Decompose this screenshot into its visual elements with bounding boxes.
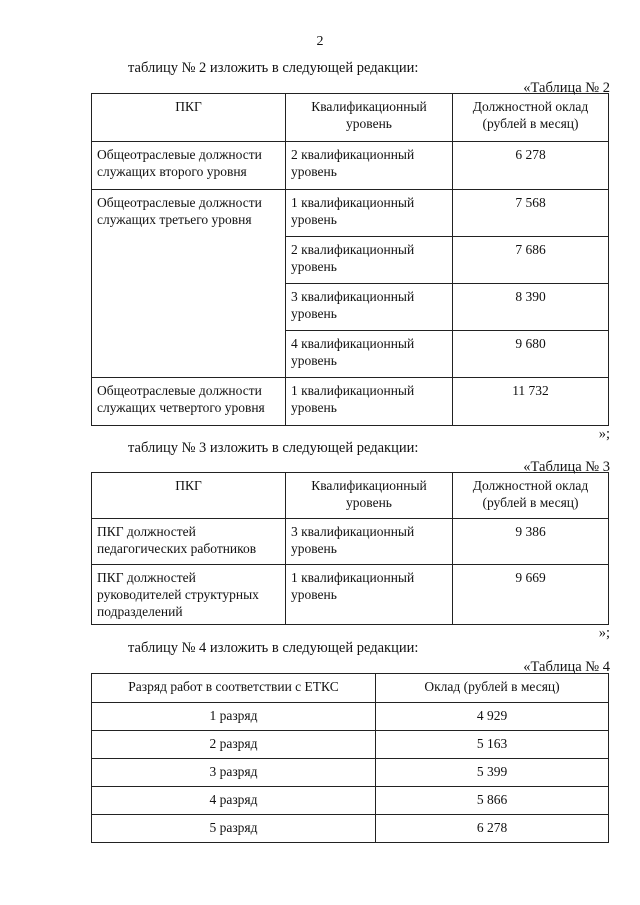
table-row	[92, 142, 609, 190]
table-2-caption: «Таблица № 2	[523, 80, 610, 96]
level-cell: 1 квалификационный уровень	[286, 565, 453, 625]
page-number: 2	[316, 34, 324, 49]
table-row	[92, 815, 609, 843]
table-2-header-row	[92, 94, 609, 142]
header-salary: Оклад (рублей в месяц)	[376, 674, 609, 703]
grade-cell: 3 разряд	[92, 759, 376, 787]
salary-cell: 9 669	[453, 565, 609, 625]
salary-cell: 7 568	[453, 190, 609, 237]
table-4-caption: «Таблица № 4	[523, 659, 610, 675]
table-2-closing: »;	[598, 426, 610, 442]
salary-cell: 7 686	[453, 237, 609, 284]
table-4	[91, 673, 609, 843]
level-cell: 4 квалификационный уровень	[286, 331, 453, 378]
level-cell: 1 квалификационный уровень	[286, 378, 453, 426]
header-salary: Должностной оклад (рублей в месяц)	[453, 94, 609, 142]
salary-cell: 5 866	[376, 787, 609, 815]
header-pkg: ПКГ	[92, 94, 286, 142]
table-row	[92, 759, 609, 787]
salary-cell: 9 680	[453, 331, 609, 378]
table-3-intro: таблицу № 3 изложить в следующей редакции:	[128, 440, 419, 456]
table-3-header-row	[92, 473, 609, 519]
pkg-cell: Общеотраслевые должности служащих второго уровня	[92, 142, 286, 190]
level-cell: 1 квалификационный уровень	[286, 190, 453, 237]
pkg-cell: ПКГ должностей педагогических работников	[92, 519, 286, 565]
table-row	[92, 378, 609, 426]
table-3-closing: »;	[598, 625, 610, 641]
salary-cell: 11 732	[453, 378, 609, 426]
grade-cell: 4 разряд	[92, 787, 376, 815]
grade-cell: 2 разряд	[92, 731, 376, 759]
pkg-cell: Общеотраслевые должности служащих третьего уровня	[92, 190, 286, 378]
table-4-header-row	[92, 674, 609, 703]
table-3-caption: «Таблица № 3	[523, 459, 610, 475]
table-row	[92, 731, 609, 759]
table-row	[92, 787, 609, 815]
table-row	[92, 519, 609, 565]
level-cell: 3 квалификационный уровень	[286, 284, 453, 331]
grade-cell: 5 разряд	[92, 815, 376, 843]
salary-cell: 8 390	[453, 284, 609, 331]
pkg-cell: Общеотраслевые должности служащих четвертого уровня	[92, 378, 286, 426]
header-level: Квалификационный уровень	[286, 473, 453, 519]
table-row	[92, 190, 609, 237]
table-2	[91, 93, 609, 426]
header-pkg: ПКГ	[92, 473, 286, 519]
table-4-intro: таблицу № 4 изложить в следующей редакции:	[128, 640, 419, 656]
grade-cell: 1 разряд	[92, 703, 376, 731]
header-level: Квалификационный уровень	[286, 94, 453, 142]
table-row	[92, 565, 609, 625]
salary-cell: 9 386	[453, 519, 609, 565]
salary-cell: 6 278	[453, 142, 609, 190]
salary-cell: 6 278	[376, 815, 609, 843]
level-cell: 3 квалификационный уровень	[286, 519, 453, 565]
salary-cell: 4 929	[376, 703, 609, 731]
level-cell: 2 квалификационный уровень	[286, 142, 453, 190]
salary-cell: 5 399	[376, 759, 609, 787]
header-grade: Разряд работ в соответствии с ЕТКС	[92, 674, 376, 703]
table-row	[92, 703, 609, 731]
salary-cell: 5 163	[376, 731, 609, 759]
level-cell: 2 квалификационный уровень	[286, 237, 453, 284]
header-salary: Должностной оклад (рублей в месяц)	[453, 473, 609, 519]
pkg-cell: ПКГ должностей руководителей структурных подразделений	[92, 565, 286, 625]
table-3	[91, 472, 609, 625]
table-2-intro: таблицу № 2 изложить в следующей редакции:	[128, 60, 419, 76]
